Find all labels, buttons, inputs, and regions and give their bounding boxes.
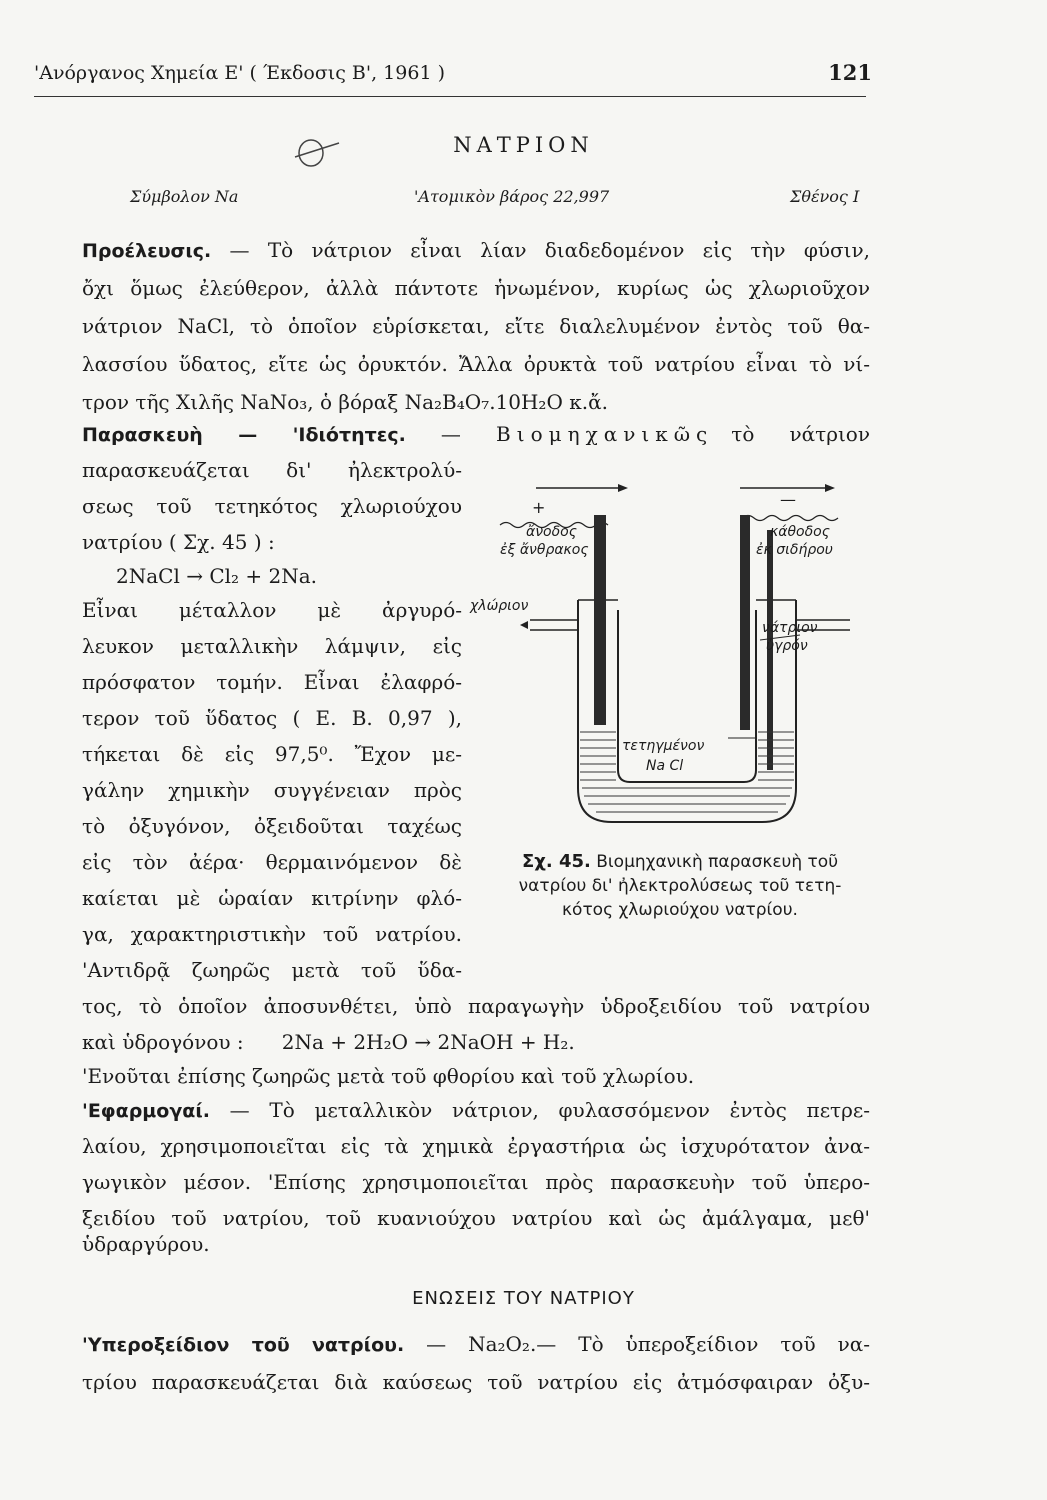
chlorine-label: χλώριον [470,598,529,614]
origin-line-3: νάτριον NaCl, τὸ ὁποῖον εὑρίσκεται, εἴτε διαλελυμένον ἐντὸς τοῦ θα- [82,314,870,338]
app-line-5: ὑδραργύρου. [82,1232,210,1256]
cathode-label: κάθοδος [770,524,830,540]
prep-narrow-5: Εἶναι μέταλλον μὲ ἀργυρό- [82,598,462,622]
prep-narrow-12: εἰς τὸν ἀέρα· θερμαινόμενον δὲ [82,850,462,874]
section-heading: ΕΝΩΣΕΙΣ ΤΟΥ ΝΑΤΡΙΟΥ [412,1288,635,1309]
prep-narrow-7: πρόσφατον τομήν. Εἶναι ἐλαφρό- [82,670,462,694]
valence-info: Σθένος Ι [790,187,860,206]
molten-label-2: Na Cl [646,758,684,774]
spaced-word: Βιομηχανικῶς [496,422,714,446]
prep-line-1: Παρασκευὴ — 'Ιδιότητες. — Βιομηχανικῶς τὸ νάτριον [82,422,870,446]
liquid-sodium-label-1: νάτριον [762,620,818,636]
prep-narrow-11: τὸ ὀξυγόνον, ὀξειδοῦται ταχέως [82,814,462,838]
origin-line-1: Προέλευσις. — Τὸ νάτριον εἶναι λίαν διαδεδομένον εἰς τὴν φύσιν, [82,238,870,262]
prep-narrow-9: τήκεται δὲ εἰς 97,5⁰. Ἔχον με- [82,742,462,766]
plus-sign: + [532,498,546,517]
electrolysis-equation: 2NaCl → Cl₂ + 2Na. [116,564,318,588]
prep-narrow-6: λευκον μεταλλικὴν λάμψιν, εἰς [82,634,462,658]
app-line-1: 'Εφαρμογαί. — Τὸ μεταλλικὸν νάτριον, φυλασσόμενον ἐντὸς πετρε- [82,1098,870,1122]
molten-label-1: τετηγμένον [622,738,705,754]
running-header: 'Ανόργανος Χημεία Ε' ( Έκδοσις Β', 1961 ) [34,62,445,84]
page-title: ΝΑΤΡΙΟΝ [453,133,594,157]
figure-45-electrolysis [470,470,870,830]
prep-narrow-10: γάλην χημικὴν συγγένειαν πρὸς [82,778,462,802]
app-line-2: λαίου, χρησιμοποιεῖται εἰς τὰ χημικὰ ἐργαστήρια ὡς ἰσχυρότατον ἀνα- [82,1134,870,1158]
page-number: 121 [828,60,872,85]
caption-label: Σχ. 45. [521,851,591,872]
prep-narrow-1: παρασκευάζεται δι' ἠλεκτρολύ- [82,458,462,482]
caption-line-3: κότος χλωριούχου νατρίου. [562,900,798,920]
origin-line-4: λασσίου ὕδατος, εἴτε ὡς ὀρυκτόν. Ἄλλα ὀρυκτὰ τοῦ νατρίου εἶναι τὸ νί- [82,352,870,376]
app-line-4: ξειδίου τοῦ νατρίου, τοῦ κυανιούχου νατρίου καὶ ὡς ἀμάλγαμα, μεθ' [82,1206,870,1230]
prep-narrow-14: γα, χαρακτηριστικὴν τοῦ νατρίου. [82,922,462,946]
prep-narrow-15: 'Αντιδρᾷ ζωηρῶς μετὰ τοῦ ὕδα- [82,958,462,982]
app-line-3: γωγικὸν μέσον. 'Επίσης χρησιμοποιεῖται πρὸς παρασκευὴν τοῦ ὑπερο- [82,1170,870,1194]
peroxide-line-1: 'Υπεροξείδιον τοῦ νατρίου. — Na₂O₂.— Τὸ ὑπεροξείδιον τοῦ να- [82,1332,870,1356]
water-reaction: καὶ ὑδρογόνου : 2Na + 2H₂O → 2NaOH + H₂. [82,1030,575,1054]
caption-line-2: νατρίου δι' ἠλεκτρολύσεως τοῦ τετη- [518,876,842,896]
applications-heading: 'Εφαρμογαί. [82,1100,210,1122]
prep-narrow-13: καίεται μὲ ὡραίαν κιτρίνην φλό- [82,886,462,910]
liquid-sodium-label-2: ὑγρόν [766,638,808,654]
cathode-material-label: ἐκ σιδήρου [756,542,833,558]
caption-line-1: Σχ. 45. Βιομηχανικὴ παρασκευὴ τοῦ [521,851,839,872]
symbol-info: Σύμβολον Na [130,187,239,206]
peroxide-line-2: τρίου παρασκευάζεται διὰ καύσεως τοῦ νατρίου εἰς ἀτμόσφαιραν ὀξυ- [82,1370,870,1394]
header-rule [34,96,866,97]
prep-full-1: τος, τὸ ὁποῖον ἀποσυνθέτει, ὑπὸ παραγωγὴν ὑδροξειδίου τοῦ νατρίου [82,994,870,1018]
origin-line-2: ὄχι ὅμως ἐλεύθερον, ἀλλὰ πάντοτε ἡνωμένον, κυρίως ὡς χλωριοῦχον [82,276,870,300]
peroxide-heading: 'Υπεροξείδιον τοῦ νατρίου. [82,1334,405,1356]
figure-caption [490,850,870,922]
prep-full-3: 'Ενοῦται ἐπίσης ζωηρῶς μετὰ τοῦ φθορίου καὶ τοῦ χλωρίου. [82,1064,695,1088]
prep-heading: Παρασκευὴ — 'Ιδιότητες. [82,424,406,446]
atomic-weight-info: 'Ατομικὸν βάρος 22,997 [414,187,610,206]
prep-narrow-8: τερον τοῦ ὕδατος ( Ε. Β. 0,97 ), [82,706,462,730]
anode-material-label: ἐξ ἄνθρακος [500,542,589,558]
origin-line-5: τρον τῆς Χιλῆς NaNo₃, ὁ βόραξ Na₂B₄O₇.10H₂O κ.ἄ. [82,390,608,414]
anode-label: ἄνοδος [526,524,577,540]
prep-narrow-2: σεως τοῦ τετηκότος χλωριούχου [82,494,462,518]
minus-sign: — [780,490,796,509]
prep-narrow-3: νατρίου ( Σχ. 45 ) : [82,530,275,554]
origin-heading: Προέλευσις. [82,240,212,262]
